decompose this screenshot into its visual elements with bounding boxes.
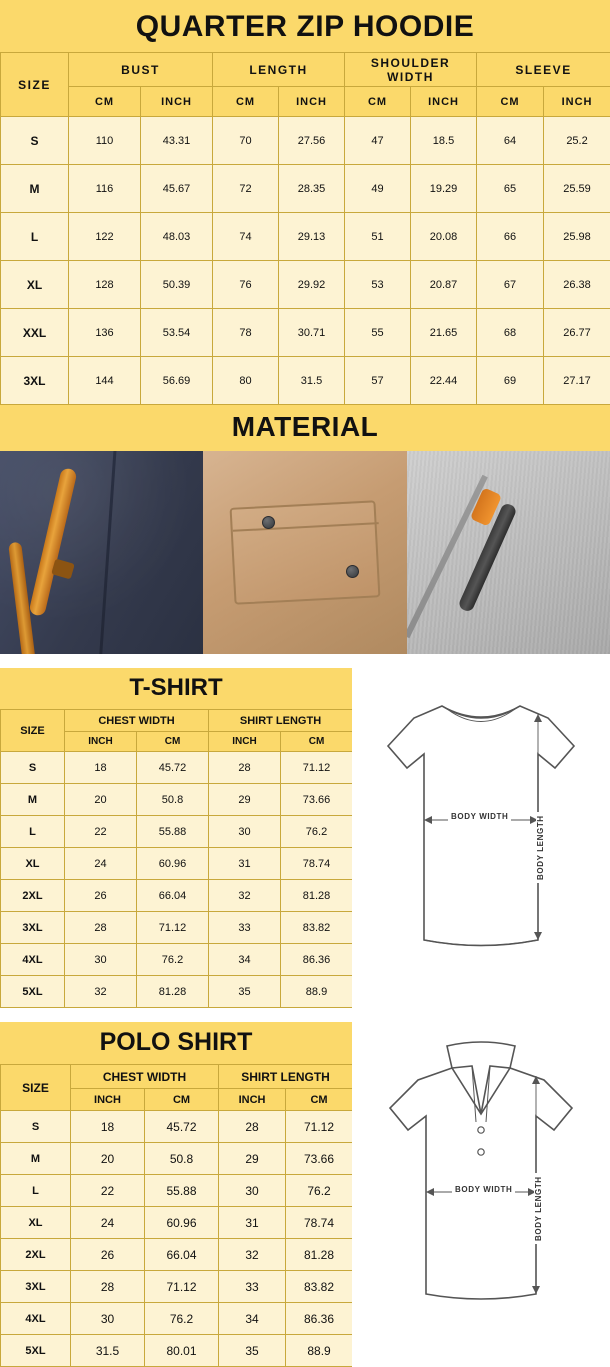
spacer — [0, 1008, 610, 1022]
polo-cell: 34 — [219, 1303, 286, 1335]
tshirt-cell: 28 — [209, 752, 281, 784]
table-row — [1, 816, 353, 848]
polo-cell: 50.8 — [145, 1143, 219, 1175]
table-row — [1, 1271, 353, 1303]
hoodie-row-size: XL — [1, 261, 69, 309]
polo-header-size: SIZE — [1, 1065, 71, 1111]
tshirt-cell: 86.36 — [281, 944, 353, 976]
hoodie-cell: 69 — [477, 357, 544, 405]
material-section — [0, 405, 610, 654]
hoodie-cell: 21.65 — [411, 309, 477, 357]
hoodie-unit-bust-inch: INCH — [141, 87, 213, 117]
table-row — [1, 912, 353, 944]
hoodie-cell: 48.03 — [141, 213, 213, 261]
tshirt-cell: 78.74 — [281, 848, 353, 880]
hoodie-cell: 26.38 — [544, 261, 610, 309]
hoodie-cell: 144 — [69, 357, 141, 405]
polo-cell: 76.2 — [145, 1303, 219, 1335]
grey-fabric-zipper-photo — [407, 451, 610, 654]
tshirt-cell: 30 — [65, 944, 137, 976]
tshirt-cell: 81.28 — [137, 976, 209, 1008]
tshirt-cell: 76.2 — [137, 944, 209, 976]
polo-unit-chest-inch: INCH — [71, 1089, 145, 1111]
polo-group-header-row — [1, 1065, 353, 1089]
polo-unit-length-cm: CM — [286, 1089, 353, 1111]
tan-pocket-snap-photo — [203, 451, 406, 654]
polo-cell: 83.82 — [286, 1271, 353, 1303]
tshirt-title: T-SHIRT — [0, 668, 352, 709]
polo-cell: 71.12 — [145, 1271, 219, 1303]
table-row — [1, 1207, 353, 1239]
table-row — [1, 1335, 353, 1367]
hoodie-cell: 47 — [345, 117, 411, 165]
tshirt-cell: 32 — [209, 880, 281, 912]
polo-cell: 29 — [219, 1143, 286, 1175]
tshirt-cell: 60.96 — [137, 848, 209, 880]
polo-size-table — [0, 1064, 353, 1367]
tshirt-unit-length-cm: CM — [281, 732, 353, 752]
tshirt-cell: 26 — [65, 880, 137, 912]
hoodie-cell: 57 — [345, 357, 411, 405]
hoodie-size-table — [0, 52, 610, 405]
polo-diagram-labels — [352, 1022, 610, 1367]
tshirt-section — [0, 668, 610, 1008]
tshirt-unit-length-inch: INCH — [209, 732, 281, 752]
hoodie-cell: 56.69 — [141, 357, 213, 405]
table-row — [1, 165, 610, 213]
polo-cell: 88.9 — [286, 1335, 353, 1367]
polo-cell: 45.72 — [145, 1111, 219, 1143]
hoodie-row-size: S — [1, 117, 69, 165]
polo-cell: 33 — [219, 1271, 286, 1303]
hoodie-row-size: 3XL — [1, 357, 69, 405]
polo-header-shirt-length: SHIRT LENGTH — [219, 1065, 353, 1089]
hoodie-unit-sleeve-cm: CM — [477, 87, 544, 117]
hoodie-cell: 74 — [213, 213, 279, 261]
table-row — [1, 1175, 353, 1207]
hoodie-cell: 19.29 — [411, 165, 477, 213]
polo-cell: 81.28 — [286, 1239, 353, 1271]
hoodie-header-size: SIZE — [1, 53, 69, 117]
navy-hoodie-drawstring-photo — [0, 451, 203, 654]
hoodie-cell: 49 — [345, 165, 411, 213]
table-row — [1, 944, 353, 976]
polo-cell: 80.01 — [145, 1335, 219, 1367]
polo-cell: 24 — [71, 1207, 145, 1239]
table-row — [1, 880, 353, 912]
material-title: MATERIAL — [0, 405, 610, 451]
polo-cell: 66.04 — [145, 1239, 219, 1271]
table-row — [1, 357, 610, 405]
polo-cell: 31.5 — [71, 1335, 145, 1367]
hoodie-row-size: M — [1, 165, 69, 213]
hoodie-cell: 78 — [213, 309, 279, 357]
hoodie-cell: 25.59 — [544, 165, 610, 213]
hoodie-unit-bust-cm: CM — [69, 87, 141, 117]
hoodie-cell: 80 — [213, 357, 279, 405]
polo-cell: 71.12 — [286, 1111, 353, 1143]
hoodie-cell: 66 — [477, 213, 544, 261]
tshirt-cell: 55.88 — [137, 816, 209, 848]
table-row — [1, 1111, 353, 1143]
polo-cell: 60.96 — [145, 1207, 219, 1239]
polo-header-chest-width: CHEST WIDTH — [71, 1065, 219, 1089]
tshirt-cell: 45.72 — [137, 752, 209, 784]
polo-title: POLO SHIRT — [0, 1022, 352, 1064]
polo-row-size: L — [1, 1175, 71, 1207]
hoodie-unit-shoulder-inch: INCH — [411, 87, 477, 117]
hoodie-cell: 22.44 — [411, 357, 477, 405]
polo-cell: 32 — [219, 1239, 286, 1271]
hoodie-cell: 53 — [345, 261, 411, 309]
hoodie-header-shoulder-width: SHOULDER WIDTH — [345, 53, 477, 87]
polo-cell: 78.74 — [286, 1207, 353, 1239]
polo-row-size: 5XL — [1, 1335, 71, 1367]
hoodie-unit-header-row — [1, 87, 610, 117]
tshirt-cell: 50.8 — [137, 784, 209, 816]
hoodie-cell: 20.87 — [411, 261, 477, 309]
tshirt-cell: 71.12 — [281, 752, 353, 784]
polo-row-size: S — [1, 1111, 71, 1143]
table-row — [1, 117, 610, 165]
tshirt-diagram — [352, 668, 610, 1008]
polo-diagram — [352, 1022, 610, 1367]
tshirt-cell: 22 — [65, 816, 137, 848]
tshirt-cell: 20 — [65, 784, 137, 816]
hoodie-cell: 18.5 — [411, 117, 477, 165]
hoodie-unit-length-cm: CM — [213, 87, 279, 117]
table-row — [1, 1239, 353, 1271]
hoodie-cell: 67 — [477, 261, 544, 309]
polo-body-width-label: BODY WIDTH — [452, 1185, 515, 1194]
hoodie-cell: 29.13 — [279, 213, 345, 261]
polo-cell: 35 — [219, 1335, 286, 1367]
polo-section — [0, 1022, 610, 1367]
hoodie-cell: 68 — [477, 309, 544, 357]
polo-cell: 28 — [71, 1271, 145, 1303]
tshirt-cell: 32 — [65, 976, 137, 1008]
tshirt-row-size: L — [1, 816, 65, 848]
polo-cell: 18 — [71, 1111, 145, 1143]
table-row — [1, 848, 353, 880]
table-row — [1, 1303, 353, 1335]
tshirt-header-shirt-length: SHIRT LENGTH — [209, 710, 353, 732]
spacer — [0, 654, 610, 668]
hoodie-header-sleeve: SLEEVE — [477, 53, 610, 87]
hoodie-cell: 116 — [69, 165, 141, 213]
polo-unit-chest-cm: CM — [145, 1089, 219, 1111]
tshirt-cell: 76.2 — [281, 816, 353, 848]
hoodie-cell: 122 — [69, 213, 141, 261]
tshirt-header-chest-width: CHEST WIDTH — [65, 710, 209, 732]
material-photo-row — [0, 451, 610, 654]
hoodie-section — [0, 0, 610, 405]
polo-row-size: M — [1, 1143, 71, 1175]
hoodie-cell: 110 — [69, 117, 141, 165]
hoodie-cell: 45.67 — [141, 165, 213, 213]
polo-body-length-label: BODY LENGTH — [534, 1173, 543, 1244]
hoodie-cell: 28.35 — [279, 165, 345, 213]
polo-cell: 76.2 — [286, 1175, 353, 1207]
polo-row-size: XL — [1, 1207, 71, 1239]
tshirt-cell: 30 — [209, 816, 281, 848]
tshirt-cell: 81.28 — [281, 880, 353, 912]
tshirt-row-size: 2XL — [1, 880, 65, 912]
hoodie-cell: 65 — [477, 165, 544, 213]
hoodie-cell: 72 — [213, 165, 279, 213]
table-row — [1, 1143, 353, 1175]
hoodie-row-size: XXL — [1, 309, 69, 357]
tshirt-row-size: 3XL — [1, 912, 65, 944]
polo-unit-length-inch: INCH — [219, 1089, 286, 1111]
tshirt-size-table — [0, 709, 353, 1008]
hoodie-group-header-row — [1, 53, 610, 87]
hoodie-cell: 25.98 — [544, 213, 610, 261]
tshirt-cell: 73.66 — [281, 784, 353, 816]
table-row — [1, 261, 610, 309]
hoodie-cell: 26.77 — [544, 309, 610, 357]
hoodie-cell: 70 — [213, 117, 279, 165]
polo-row-size: 4XL — [1, 1303, 71, 1335]
tshirt-row-size: 4XL — [1, 944, 65, 976]
hoodie-cell: 53.54 — [141, 309, 213, 357]
tshirt-row-size: S — [1, 752, 65, 784]
hoodie-cell: 27.17 — [544, 357, 610, 405]
hoodie-cell: 29.92 — [279, 261, 345, 309]
polo-cell: 28 — [219, 1111, 286, 1143]
table-row — [1, 752, 353, 784]
tshirt-cell: 88.9 — [281, 976, 353, 1008]
table-row — [1, 309, 610, 357]
polo-row-size: 3XL — [1, 1271, 71, 1303]
hoodie-unit-sleeve-inch: INCH — [544, 87, 610, 117]
tshirt-cell: 34 — [209, 944, 281, 976]
tshirt-table-wrap — [0, 668, 352, 1008]
tshirt-diagram-labels — [352, 668, 610, 1008]
tshirt-cell: 31 — [209, 848, 281, 880]
polo-cell: 86.36 — [286, 1303, 353, 1335]
tshirt-cell: 83.82 — [281, 912, 353, 944]
tshirt-cell: 24 — [65, 848, 137, 880]
tshirt-cell: 35 — [209, 976, 281, 1008]
polo-row-size: 2XL — [1, 1239, 71, 1271]
tshirt-group-header-row — [1, 710, 353, 732]
tshirt-cell: 66.04 — [137, 880, 209, 912]
hoodie-cell: 136 — [69, 309, 141, 357]
hoodie-cell: 50.39 — [141, 261, 213, 309]
hoodie-cell: 25.2 — [544, 117, 610, 165]
hoodie-row-size: L — [1, 213, 69, 261]
hoodie-cell: 64 — [477, 117, 544, 165]
polo-cell: 30 — [219, 1175, 286, 1207]
hoodie-cell: 20.08 — [411, 213, 477, 261]
polo-cell: 26 — [71, 1239, 145, 1271]
tshirt-cell: 33 — [209, 912, 281, 944]
tshirt-unit-chest-cm: CM — [137, 732, 209, 752]
tshirt-cell: 71.12 — [137, 912, 209, 944]
hoodie-title: QUARTER ZIP HOODIE — [0, 0, 610, 52]
polo-cell: 73.66 — [286, 1143, 353, 1175]
tshirt-cell: 29 — [209, 784, 281, 816]
table-row — [1, 213, 610, 261]
tshirt-cell: 18 — [65, 752, 137, 784]
tshirt-body-width-label: BODY WIDTH — [448, 812, 511, 821]
polo-table-wrap — [0, 1022, 352, 1367]
tshirt-unit-chest-inch: INCH — [65, 732, 137, 752]
hoodie-cell: 55 — [345, 309, 411, 357]
hoodie-cell: 31.5 — [279, 357, 345, 405]
tshirt-header-size: SIZE — [1, 710, 65, 752]
polo-cell: 22 — [71, 1175, 145, 1207]
hoodie-header-bust: BUST — [69, 53, 213, 87]
hoodie-cell: 128 — [69, 261, 141, 309]
table-row — [1, 976, 353, 1008]
polo-cell: 55.88 — [145, 1175, 219, 1207]
hoodie-cell: 27.56 — [279, 117, 345, 165]
polo-cell: 31 — [219, 1207, 286, 1239]
tshirt-row-size: M — [1, 784, 65, 816]
tshirt-cell: 28 — [65, 912, 137, 944]
hoodie-unit-shoulder-cm: CM — [345, 87, 411, 117]
tshirt-row-size: XL — [1, 848, 65, 880]
hoodie-cell: 76 — [213, 261, 279, 309]
hoodie-cell: 43.31 — [141, 117, 213, 165]
polo-cell: 30 — [71, 1303, 145, 1335]
hoodie-unit-length-inch: INCH — [279, 87, 345, 117]
hoodie-cell: 30.71 — [279, 309, 345, 357]
tshirt-row-size: 5XL — [1, 976, 65, 1008]
polo-cell: 20 — [71, 1143, 145, 1175]
hoodie-cell: 51 — [345, 213, 411, 261]
hoodie-header-length: LENGTH — [213, 53, 345, 87]
table-row — [1, 784, 353, 816]
tshirt-body-length-label: BODY LENGTH — [536, 812, 545, 883]
